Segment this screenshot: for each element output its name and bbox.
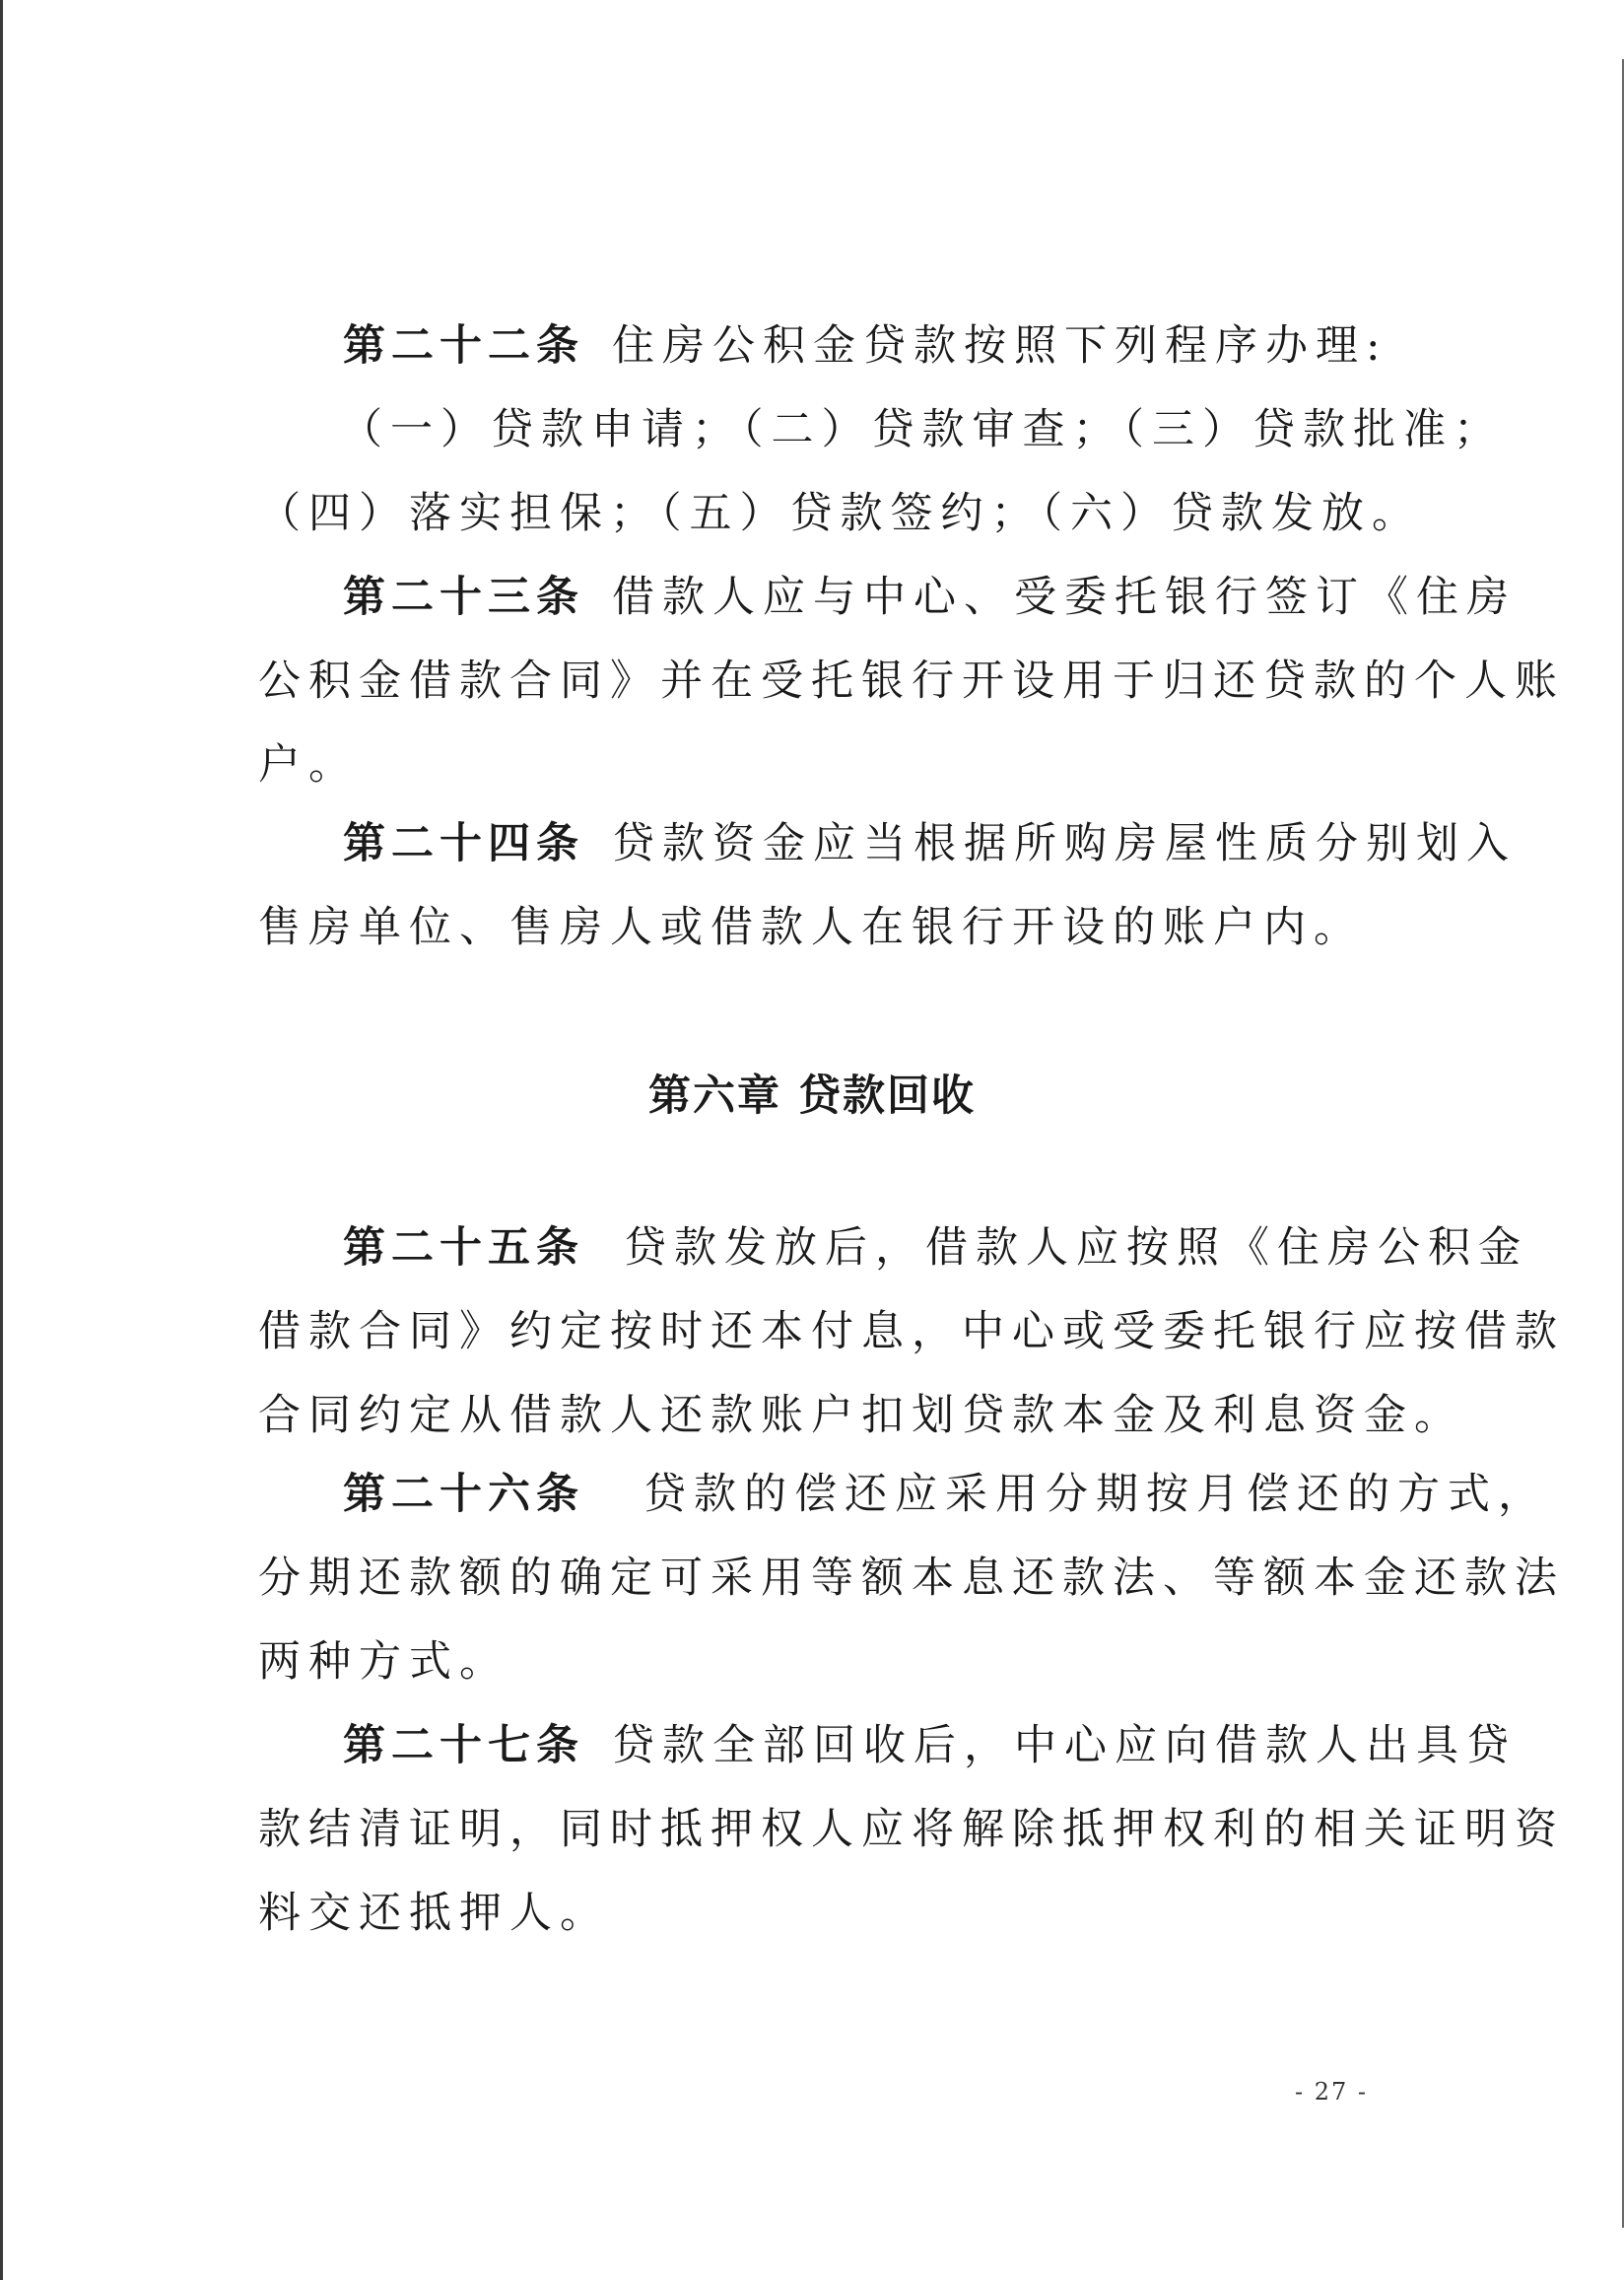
article-23-line-3: 户。 xyxy=(258,740,359,790)
article-22-line-1 xyxy=(343,320,1388,372)
article-23-heading: 第二十三条 xyxy=(343,573,584,622)
article-25-line-3: 合同约定从借款人还款账户扣划贷款本金及利息资金。 xyxy=(258,1391,1464,1440)
article-27-line-1 xyxy=(343,1720,1517,1771)
article-25-text-1: 贷款发放后，借款人应按照《住房公积金 xyxy=(624,1223,1528,1273)
article-22-heading: 第二十二条 xyxy=(343,321,584,371)
article-25-heading: 第二十五条 xyxy=(343,1223,584,1273)
article-27-line-3: 料交还抵押人。 xyxy=(258,1889,610,1938)
article-26-line-2: 分期还款额的确定可采用等额本息还款法、等额本金还款法 xyxy=(258,1554,1565,1603)
article-23-line-2: 公积金借款合同》并在受托银行开设用于归还贷款的个人账 xyxy=(258,656,1565,706)
article-24-heading: 第二十四条 xyxy=(343,819,584,868)
article-27-line-2: 款结清证明，同时抵押权人应将解除抵押权利的相关证明资 xyxy=(258,1805,1565,1854)
article-26-text-1: 贷款的偿还应采用分期按月偿还的方式， xyxy=(643,1470,1548,1519)
article-25-line-2: 借款合同》约定按时还本付息，中心或受委托银行应按借款 xyxy=(258,1307,1565,1356)
article-24-text-1: 贷款资金应当根据所购房屋性质分别划入 xyxy=(612,819,1517,868)
chapter-6-title: 第六章 贷款回收 xyxy=(648,1071,976,1121)
article-22-line-3: （四）落实担保；（五）贷款签约；（六）贷款发放。 xyxy=(258,489,1422,538)
article-22-line-2: （一）贷款申请；（二）贷款审查；（三）贷款批准； xyxy=(340,405,1504,454)
page-number: - 27 - xyxy=(1294,2078,1368,2106)
article-24-line-1 xyxy=(343,818,1517,869)
article-23-text-1: 借款人应与中心、受委托银行签订《住房 xyxy=(612,573,1517,622)
article-25-line-1 xyxy=(343,1222,1528,1274)
article-24-line-2: 售房单位、售房人或借款人在银行开设的账户内。 xyxy=(258,903,1364,952)
article-27-heading: 第二十七条 xyxy=(343,1721,584,1770)
article-27-text-1: 贷款全部回收后，中心应向借款人出具贷 xyxy=(612,1721,1517,1770)
article-26-line-1 xyxy=(343,1469,1548,1520)
article-26-heading: 第二十六条 xyxy=(343,1470,584,1519)
article-22-text-1: 住房公积金贷款按照下列程序办理: xyxy=(612,321,1388,371)
article-26-line-3: 两种方式。 xyxy=(258,1637,509,1687)
article-23-line-1 xyxy=(343,572,1517,623)
